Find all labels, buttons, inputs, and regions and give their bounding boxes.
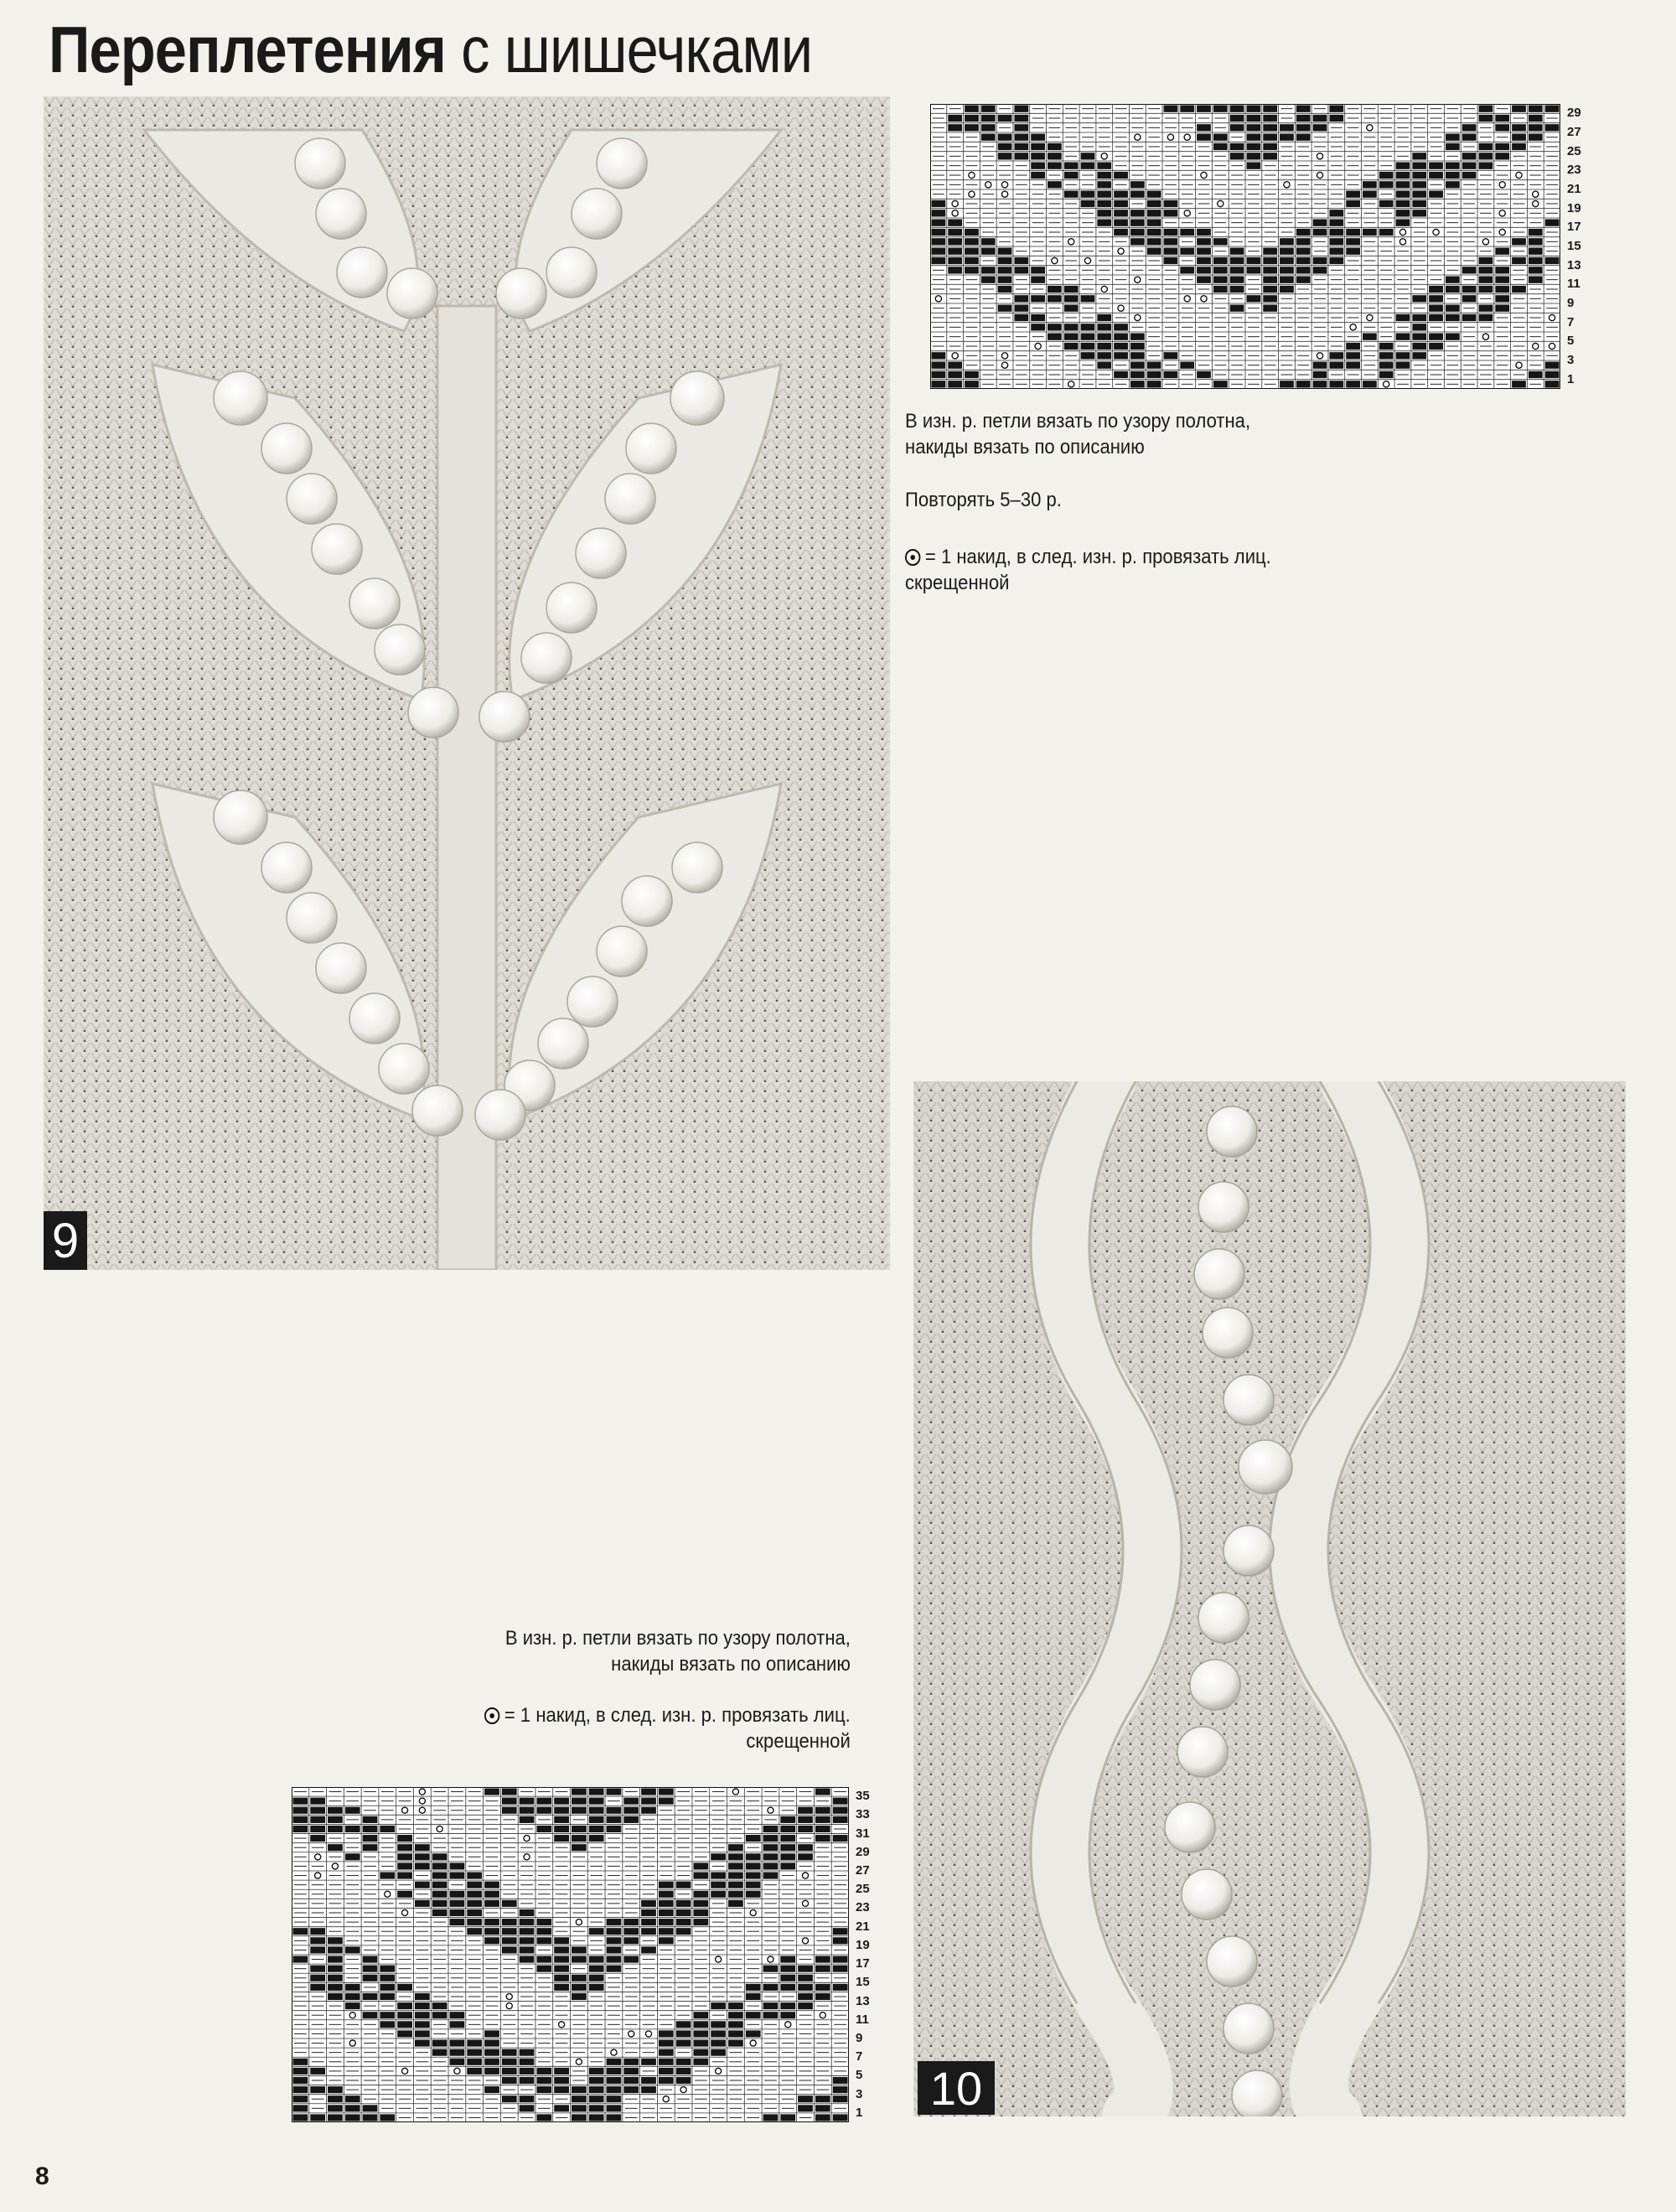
chart-row-number: 9 <box>1567 296 1575 310</box>
page-number: 8 <box>35 2163 49 2190</box>
chart-row-number: 15 <box>856 1975 870 1990</box>
knitting-chart-grid <box>292 1787 849 2122</box>
yarn-over-symbol-icon <box>484 1707 499 1724</box>
knitting-chart-grid <box>930 104 1560 389</box>
chart-row-number: 25 <box>1567 143 1581 158</box>
chart-row-number: 3 <box>856 2086 863 2101</box>
chart-row-number: 33 <box>856 1807 870 1822</box>
note-line-2: накиды вязать по описанию <box>905 435 1145 458</box>
pattern-chart-10 <box>292 1787 870 2127</box>
pattern-number-badge: 9 <box>44 1211 87 1270</box>
chart-row-number: 5 <box>1567 334 1575 349</box>
chart-row-number: 15 <box>1567 239 1581 253</box>
chart-row-number: 11 <box>1567 277 1580 292</box>
chart-row-number: 1 <box>856 2105 863 2120</box>
pattern-number-badge: 10 <box>918 2061 995 2115</box>
chart-row-number: 35 <box>856 1789 870 1804</box>
title-bold: Переплетения <box>49 13 446 86</box>
chart-row-number: 31 <box>856 1826 870 1841</box>
knit-sample-photo-10 <box>913 1081 1626 2116</box>
chart-row-number: 9 <box>856 2031 863 2045</box>
chart-row-number: 11 <box>856 2012 869 2027</box>
legend-line-2: скрещенной <box>746 1729 851 1753</box>
knit-sample-photo-9 <box>44 96 890 1270</box>
chart-row-number: 17 <box>856 1956 870 1971</box>
chart-row-number: 19 <box>1567 200 1581 215</box>
pattern-9-symbol-legend <box>905 545 1271 596</box>
chart-row-number: 29 <box>1567 106 1581 121</box>
chart-row-number: 17 <box>1567 220 1581 235</box>
note-line-2: накиды вязать по описанию <box>611 1652 851 1676</box>
chart-row-number: 25 <box>856 1882 870 1897</box>
legend-line-1: = 1 накид, в след. изн. р. провязать лиц. <box>504 1704 851 1727</box>
chart-row-number: 23 <box>856 1900 870 1915</box>
chart-row-number: 1 <box>1567 371 1575 386</box>
note-line-1: В изн. р. петли вязать по узору полотна, <box>504 1627 851 1650</box>
chart-row-number: 19 <box>856 1937 870 1952</box>
legend-line-1: = 1 накид, в след. изн. р. провязать лиц. <box>924 546 1271 568</box>
chart-row-number: 3 <box>1567 353 1575 367</box>
chart-row-number: 5 <box>856 2068 863 2083</box>
title-normal: с шишечками <box>461 13 813 86</box>
chart-row-number: 29 <box>856 1844 870 1859</box>
chart-row-number: 21 <box>856 1919 870 1934</box>
chart-row-number: 21 <box>1567 182 1581 196</box>
pattern-9-note <box>905 409 1250 460</box>
pattern-chart-9 <box>930 104 1581 393</box>
page-title <box>49 12 812 88</box>
yarn-over-symbol-icon <box>905 549 920 566</box>
chart-row-number: 13 <box>856 1993 870 2008</box>
note-line-1: В изн. р. петли вязать по узору полотна, <box>905 410 1251 433</box>
pattern-10-note <box>505 1626 851 1677</box>
legend-line-2: скрещенной <box>905 571 1010 594</box>
chart-row-number: 23 <box>1567 163 1581 178</box>
chart-row-number: 27 <box>856 1863 870 1878</box>
chart-row-number: 7 <box>856 2049 863 2064</box>
pattern-10-symbol-legend <box>484 1703 851 1754</box>
pattern-9-repeat: Повторять 5–30 р. <box>905 489 1062 511</box>
chart-row-number: 27 <box>1567 125 1581 139</box>
chart-row-number: 13 <box>1567 257 1581 272</box>
chart-row-number: 7 <box>1567 314 1575 329</box>
